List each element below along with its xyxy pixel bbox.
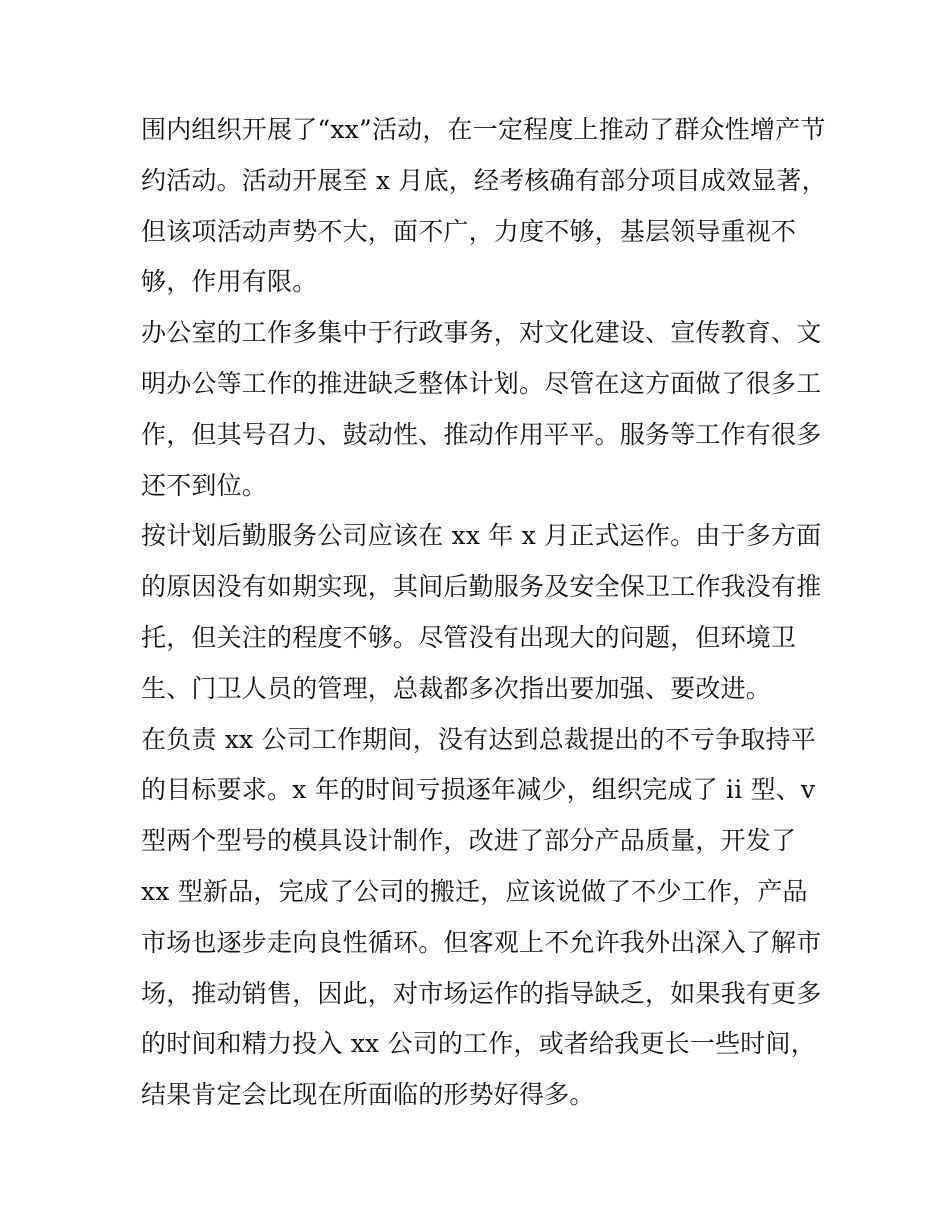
text-line: 围内组织开展了“xx”活动，在一定程度上推动了群众性增产节 xyxy=(141,115,826,144)
text-line: 办公室的工作多集中于行政事务，对文化建设、宣传教育、文 xyxy=(141,318,822,348)
text-line: 型两个型号的模具设计制作，改进了部分产品质量，开发了 xyxy=(141,826,797,856)
text-line: 结果肯定会比现在所面临的形势好得多。 xyxy=(141,1080,595,1110)
text-line: 的时间和精力投入 xx 公司的工作，或者给我更长一些时间， xyxy=(141,1029,816,1059)
text-line: 但该项活动声势不大，面不广，力度不够，基层领导重视不 xyxy=(141,216,797,246)
text-line: 按计划后勤服务公司应该在 xx 年 x 月正式运作。由于多方面 xyxy=(141,521,822,551)
text-line: 约活动。活动开展至 x 月底，经考核确有部分项目成效显著， xyxy=(141,165,827,195)
text-line: 的原因没有如期实现，其间后勤服务及安全保卫工作我没有推 xyxy=(141,572,822,602)
text-line: 市场也逐步走向良性循环。但客观上不允许我外出深入了解市 xyxy=(141,927,822,957)
text-line: xx 型新品，完成了公司的搬迁，应该说做了不少工作，产品 xyxy=(141,876,808,906)
text-line: 托，但关注的程度不够。尽管没有出现大的问题，但环境卫 xyxy=(141,622,797,652)
text-line: 明办公等工作的推进缺乏整体计划。尽管在这方面做了很多工 xyxy=(141,368,822,398)
text-line: 生、门卫人员的管理，总裁都多次指出要加强、要改进。 xyxy=(141,673,772,703)
text-line: 的目标要求。x 年的时间亏损逐年减少，组织完成了 ii 型、v xyxy=(141,775,816,805)
document-body xyxy=(141,105,827,1121)
text-line: 还不到位。 xyxy=(141,470,268,500)
text-line: 场，推动销售，因此，对市场运作的指导缺乏，如果我有更多 xyxy=(141,978,822,1008)
text-line: 够，作用有限。 xyxy=(141,267,318,297)
text-line: 作，但其号召力、鼓动性、推动作用平平。服务等工作有很多 xyxy=(141,419,822,449)
text-line: 在负责 xx 公司工作期间，没有达到总裁提出的不亏争取持平 xyxy=(141,724,816,754)
